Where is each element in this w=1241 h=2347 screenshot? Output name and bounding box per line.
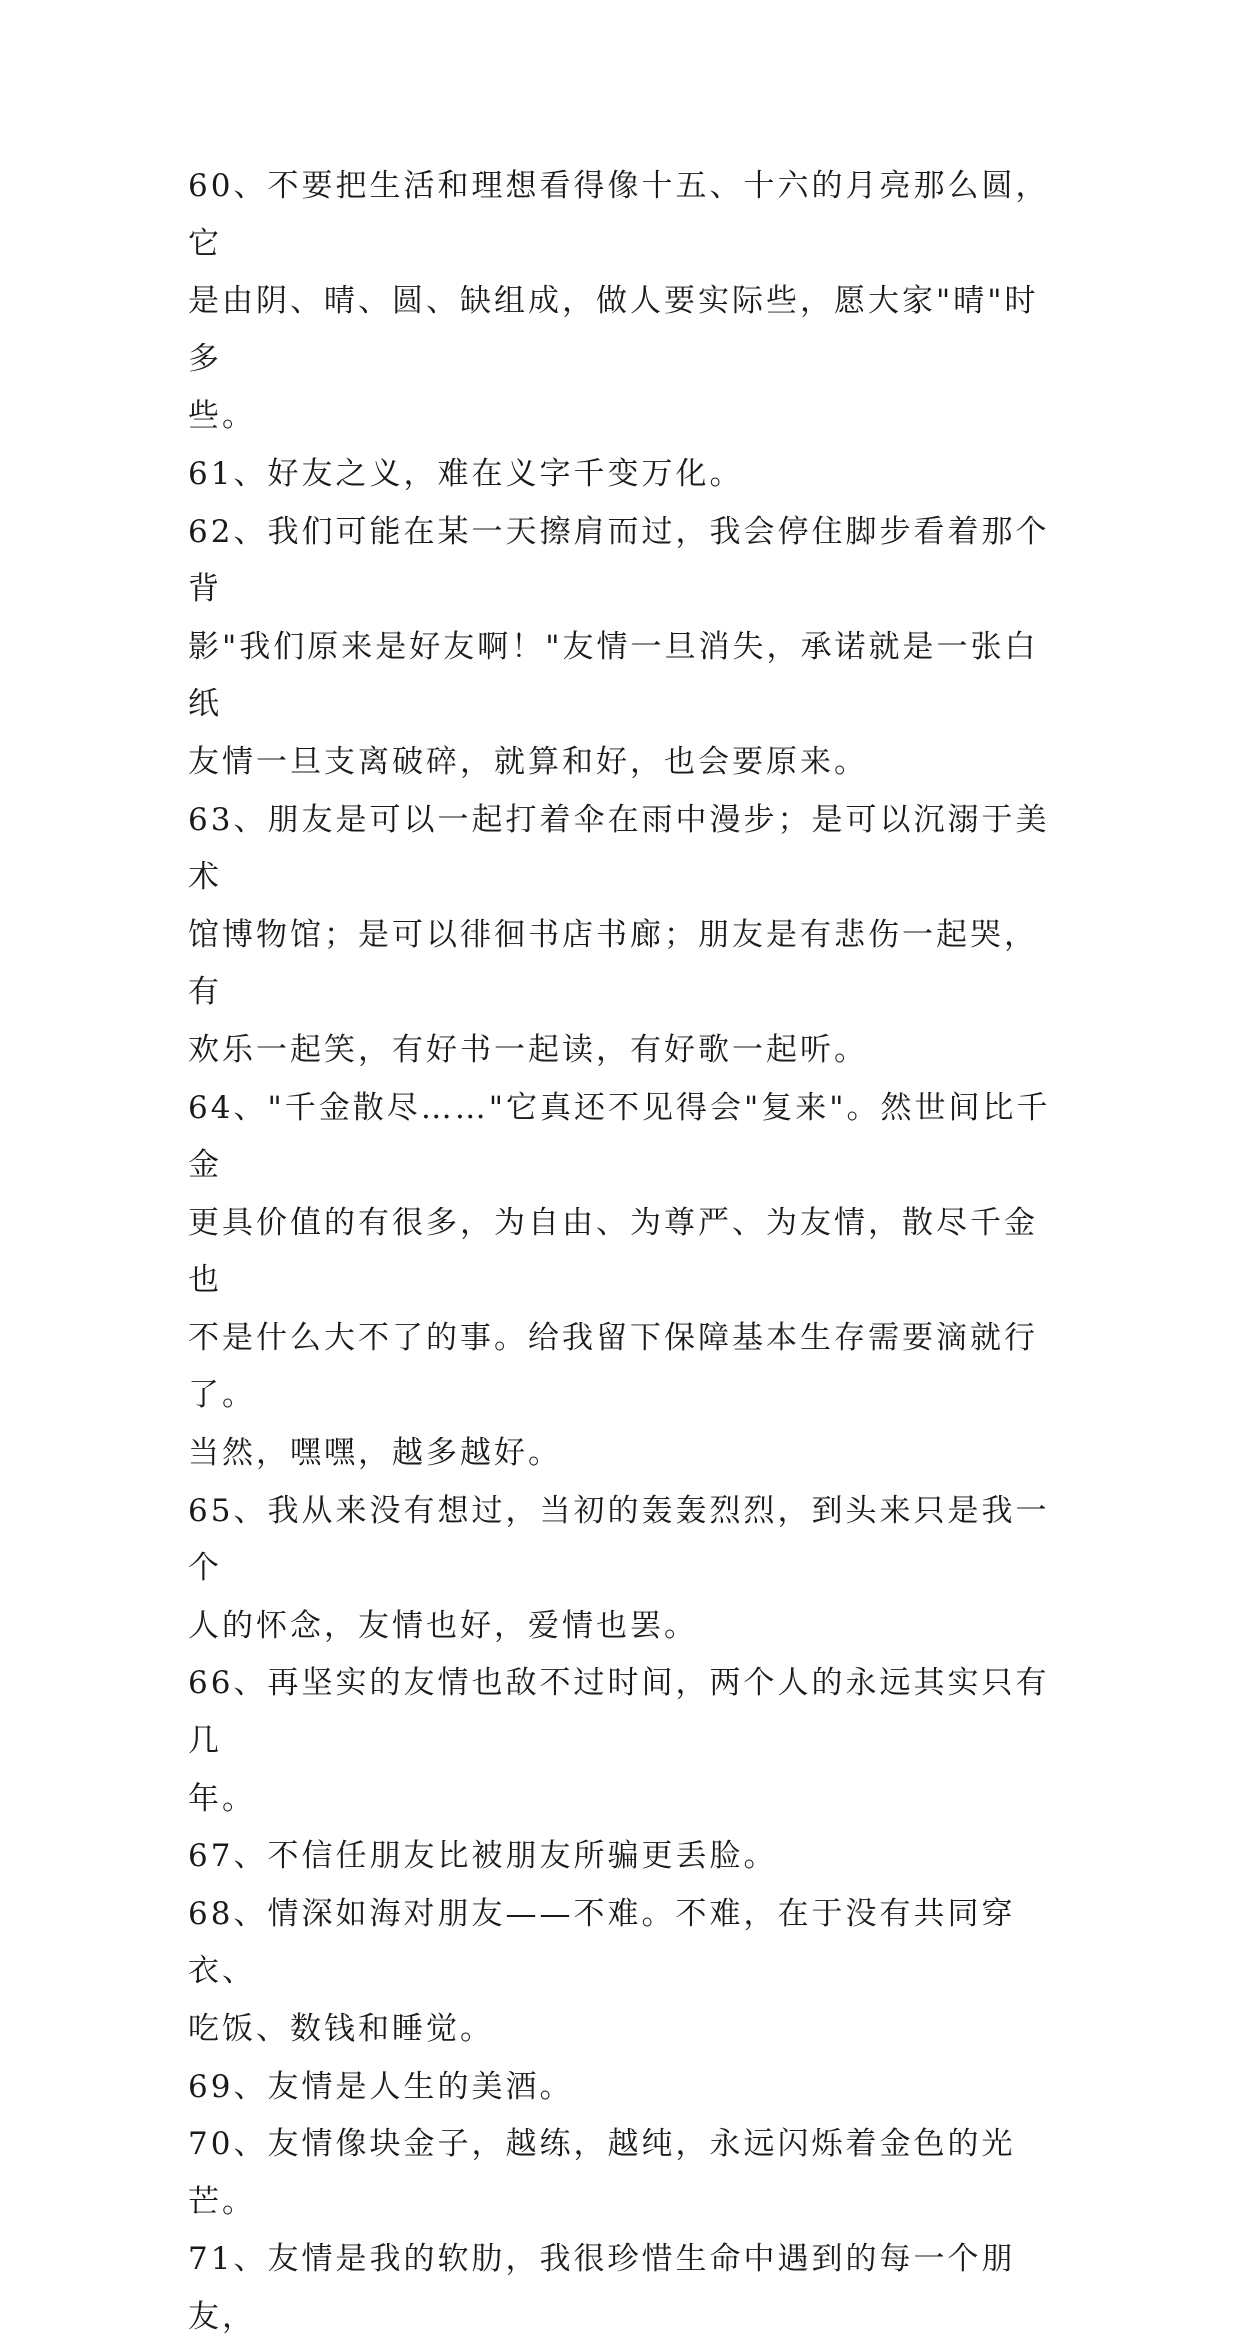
quote-paragraph xyxy=(188,1828,1058,1886)
quote-paragraph xyxy=(188,1886,1058,2059)
text-line: 60、不要把生活和理想看得像十五、十六的月亮那么圆，它 xyxy=(188,168,1050,262)
quote-paragraph xyxy=(188,158,1058,446)
quote-paragraph xyxy=(188,792,1058,1080)
text-line: 70、友情像块金子，越练，越纯，永远闪烁着金色的光芒。 xyxy=(188,2126,1016,2220)
text-line: 67、不信任朋友比被朋友所骗更丢脸。 xyxy=(188,1838,778,1875)
quote-paragraph xyxy=(188,2231,1058,2346)
quote-paragraph xyxy=(188,1483,1058,1656)
document-body xyxy=(188,158,1058,2347)
text-line: 63、朋友是可以一起打着伞在雨中漫步；是可以沉溺于美术 xyxy=(188,801,1050,896)
text-line: 66、再坚实的友情也敌不过时间，两个人的永远其实只有几 xyxy=(188,1665,1050,1760)
text-line: 更具价值的有很多，为自由、为尊严、为友情，散尽千金也 xyxy=(188,1204,1038,1299)
text-line: 些。 xyxy=(188,398,256,435)
text-line: 影"我们原来是好友啊！"友情一旦消失，承诺就是一张白纸 xyxy=(188,628,1039,723)
text-line: 欢乐一起笑，有好书一起读，有好歌一起听。 xyxy=(188,1031,868,1068)
quote-paragraph xyxy=(188,2059,1058,2117)
text-line: 71、友情是我的软肋，我很珍惜生命中遇到的每一个朋友， xyxy=(188,2241,1016,2335)
text-line: 年。 xyxy=(188,1780,256,1817)
text-line: 吃饭、数钱和睡觉。 xyxy=(188,2011,494,2047)
text-line: 65、我从来没有想过，当初的轰轰烈烈，到头来只是我一个 xyxy=(188,1492,1050,1587)
text-line: 61、好友之义，难在义字千变万化。 xyxy=(188,455,744,492)
text-line: 不是什么大不了的事。给我留下保障基本生存需要滴就行了。 xyxy=(188,1319,1038,1414)
quote-paragraph xyxy=(188,2116,1058,2231)
text-line: 人的怀念，友情也好，爱情也罢。 xyxy=(188,1607,698,1644)
text-line: 友情一旦支离破碎，就算和好，也会要原来。 xyxy=(188,743,868,780)
text-line: 是由阴、晴、圆、缺组成，做人要实际些，愿大家"晴"时多 xyxy=(188,283,1039,377)
quote-paragraph xyxy=(188,1080,1058,1483)
quote-paragraph xyxy=(188,504,1058,792)
text-line: 68、情深如海对朋友——不难。不难，在于没有共同穿衣、 xyxy=(188,1895,1016,1990)
text-line: 当然，嘿嘿，越多越好。 xyxy=(188,1435,562,1472)
quote-paragraph xyxy=(188,1655,1058,1828)
text-line: 64、"千金散尽……"它真还不见得会"复来"。然世间比千金 xyxy=(188,1089,1051,1184)
text-line: 69、友情是人生的美酒。 xyxy=(188,2068,574,2105)
text-line: 馆博物馆；是可以徘徊书店书廊；朋友是有悲伤一起哭，有 xyxy=(188,916,1038,1011)
quote-paragraph xyxy=(188,446,1058,504)
text-line: 62、我们可能在某一天擦肩而过，我会停住脚步看着那个背 xyxy=(188,513,1050,608)
